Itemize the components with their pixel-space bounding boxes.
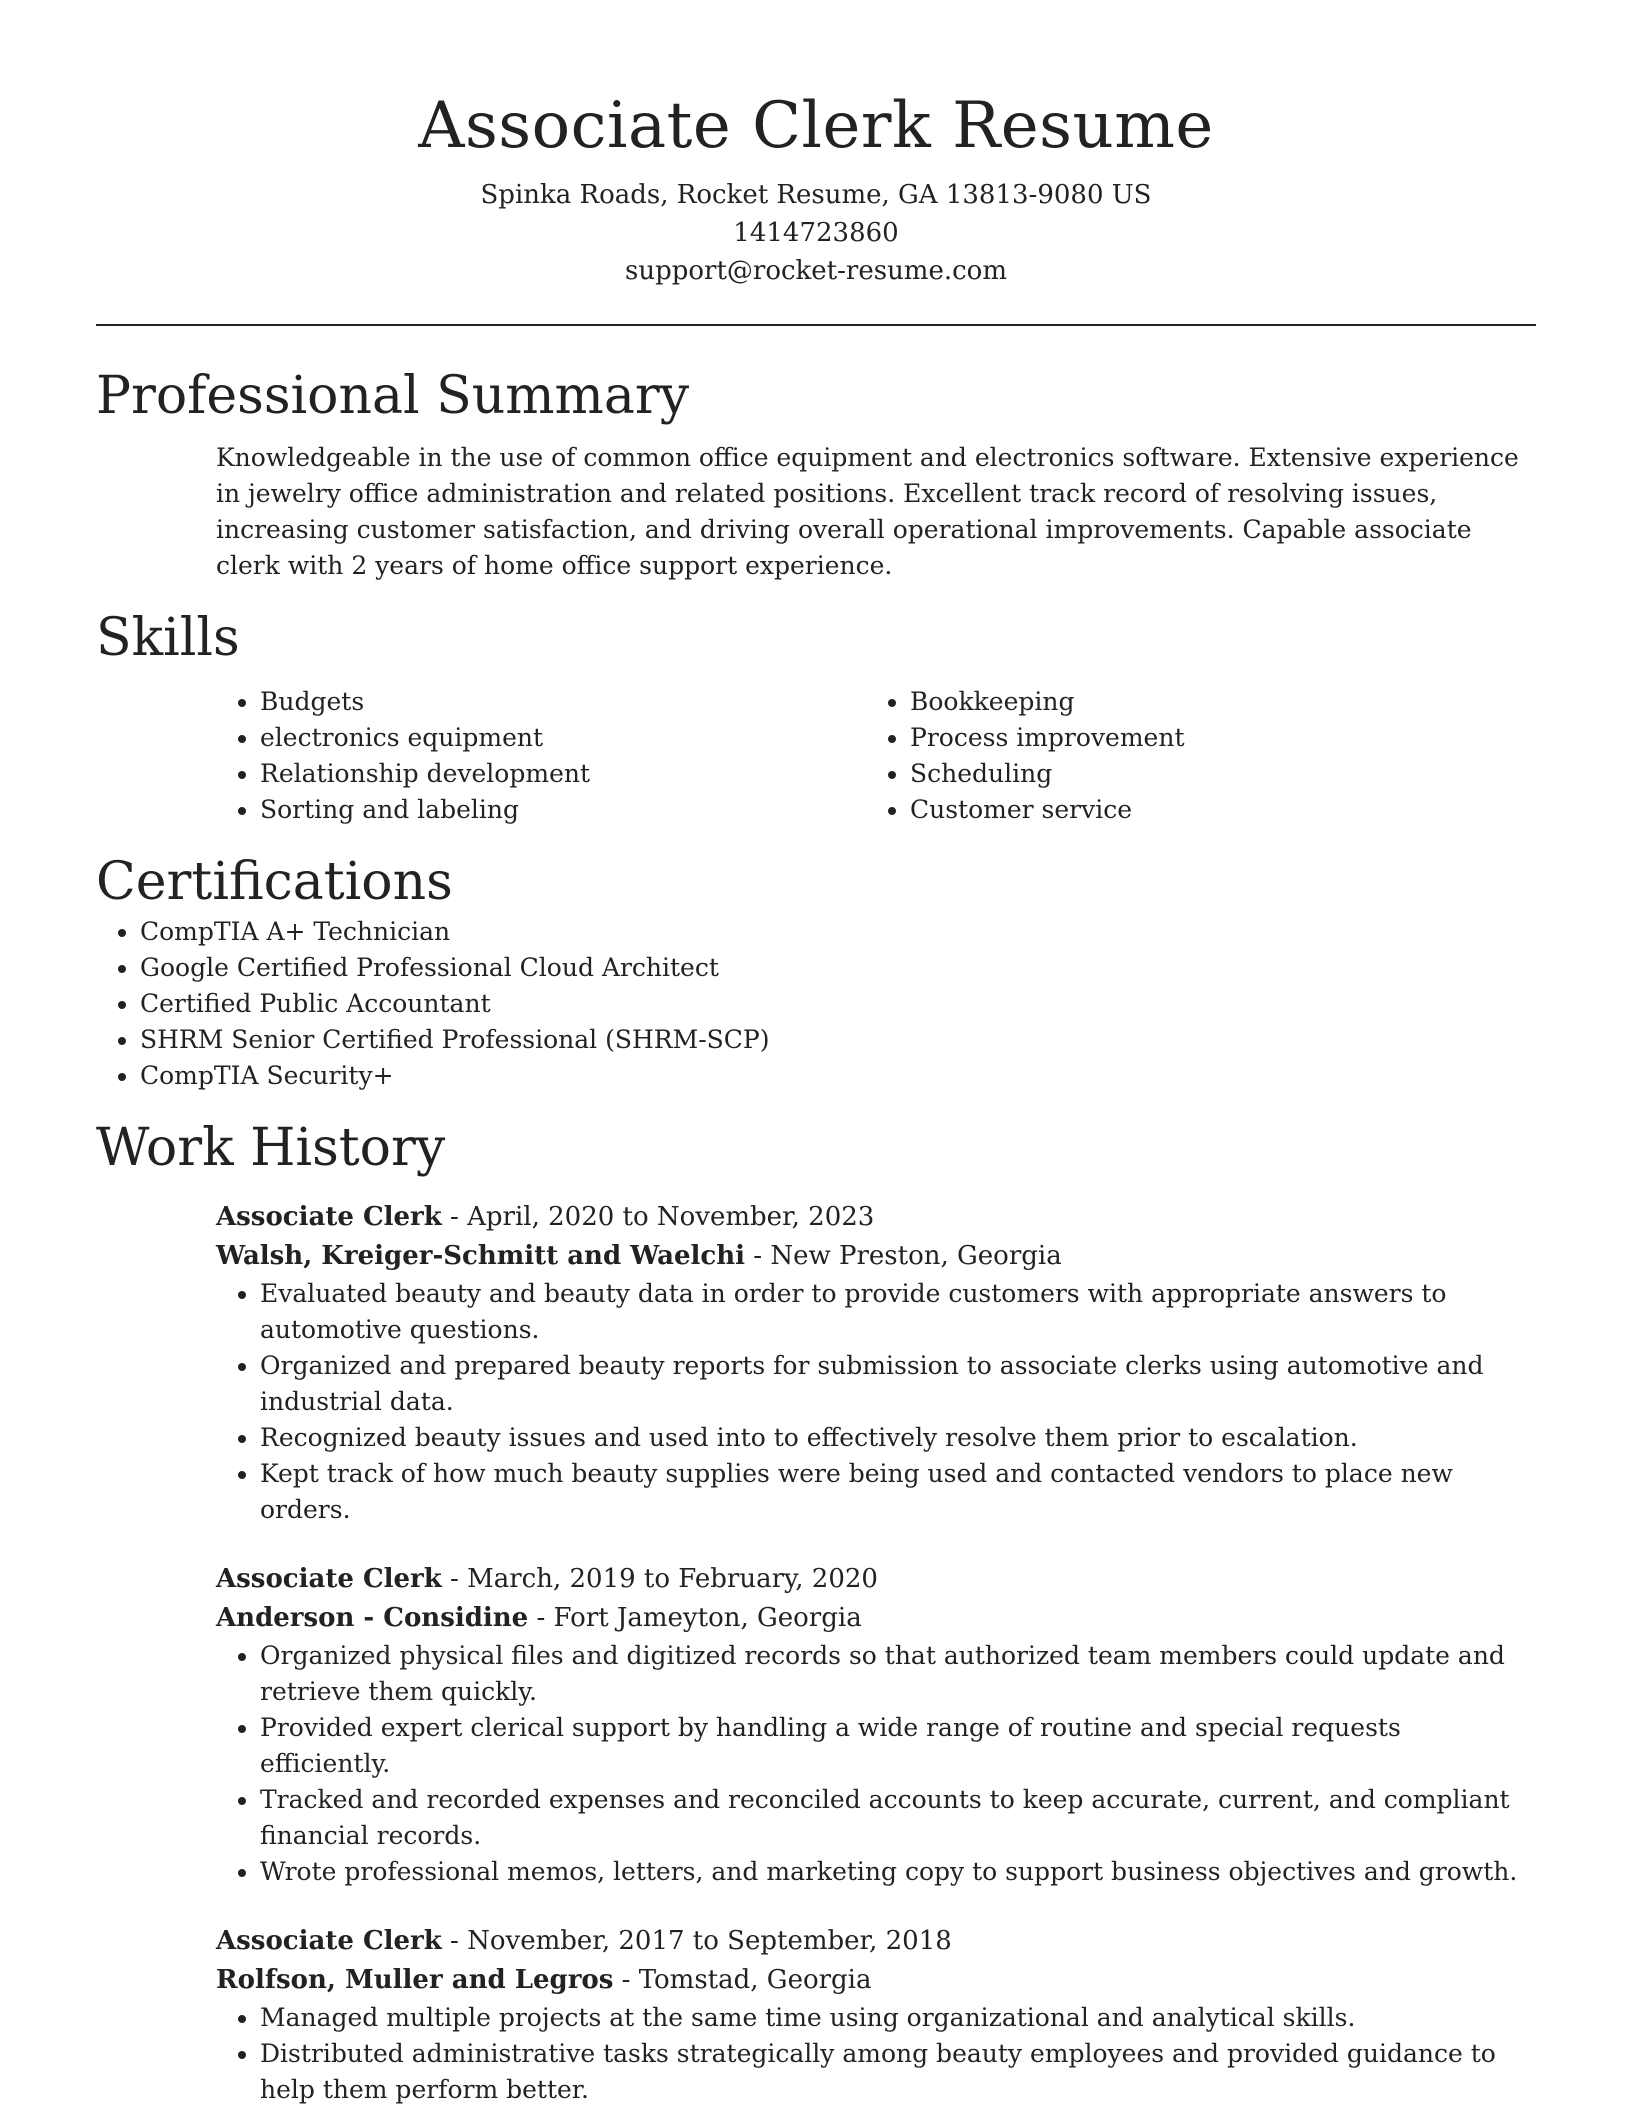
skills-columns bbox=[216, 684, 1536, 828]
skill-item: • Scheduling bbox=[910, 756, 1516, 792]
contact-phone: 1414723860 bbox=[733, 218, 899, 248]
job-entry bbox=[216, 1560, 1536, 1890]
skills-column-right bbox=[866, 684, 1516, 828]
certification-item: • Certified Public Accountant bbox=[140, 986, 1536, 1022]
job-bullet: • Provided expert clerical support by handling a wide range of routine and special requests efficiently. bbox=[260, 1710, 1536, 1782]
skills-column-left bbox=[216, 684, 866, 828]
job-title-line bbox=[216, 1922, 1536, 1961]
job-bullet: • Organized physical files and digitized records so that authorized team members could update and retrieve them quickly. bbox=[260, 1638, 1536, 1710]
job-title-line bbox=[216, 1198, 1536, 1237]
job-company-line bbox=[216, 1961, 1536, 2000]
job-dates: - November, 2017 to September, 2018 bbox=[441, 1926, 952, 1956]
job-bullets bbox=[216, 1638, 1536, 1890]
resume-header bbox=[96, 0, 1536, 290]
job-bullets bbox=[216, 2000, 1536, 2108]
job-company: Anderson - Considine bbox=[216, 1603, 529, 1633]
resume-title: Associate Clerk Resume bbox=[418, 89, 1214, 163]
certifications-heading: Certifications bbox=[96, 852, 453, 912]
job-location: - Fort Jameyton, Georgia bbox=[528, 1603, 862, 1633]
summary-section bbox=[96, 364, 1536, 584]
job-location: - Tomstad, Georgia bbox=[613, 1965, 872, 1995]
job-bullet: • Tracked and recorded expenses and reconciled accounts to keep accurate, current, and compliant financial records. bbox=[260, 1782, 1536, 1854]
certification-item: • Google Certified Professional Cloud Architect bbox=[140, 950, 1536, 986]
work-history-heading: Work History bbox=[96, 1118, 446, 1178]
skill-item: • electronics equipment bbox=[260, 720, 866, 756]
job-company-line bbox=[216, 1237, 1536, 1276]
resume-page bbox=[96, 0, 1536, 2108]
skill-item: • Relationship development bbox=[260, 756, 866, 792]
job-company: Rolfson, Muller and Legros bbox=[216, 1965, 614, 1995]
skill-item: • Sorting and labeling bbox=[260, 792, 866, 828]
job-bullet: • Distributed administrative tasks strategically among beauty employees and provided guidance to help them perform better. bbox=[260, 2036, 1536, 2108]
work-history-section bbox=[96, 1116, 1536, 2108]
certification-item: • CompTIA Security+ bbox=[140, 1058, 1536, 1094]
job-bullets bbox=[216, 1276, 1536, 1528]
job-bullet: • Organized and prepared beauty reports for submission to associate clerks using automotive and industrial data. bbox=[260, 1348, 1536, 1420]
contact-address: Spinka Roads, Rocket Resume, GA 13813-9080 US bbox=[480, 180, 1152, 210]
skill-item: • Customer service bbox=[910, 792, 1516, 828]
job-title-line bbox=[216, 1560, 1536, 1599]
skills-heading: Skills bbox=[96, 608, 240, 668]
job-company: Walsh, Kreiger-Schmitt and Waelchi bbox=[216, 1241, 746, 1271]
job-title: Associate Clerk bbox=[216, 1926, 442, 1956]
skill-item: • Budgets bbox=[260, 684, 866, 720]
certification-item: • CompTIA A+ Technician bbox=[140, 914, 1536, 950]
job-location: - New Preston, Georgia bbox=[745, 1241, 1062, 1271]
job-dates: - March, 2019 to February, 2020 bbox=[441, 1564, 878, 1594]
job-bullet: • Recognized beauty issues and used into to effectively resolve them prior to escalation. bbox=[260, 1420, 1536, 1456]
job-entry bbox=[216, 1198, 1536, 1528]
job-entry bbox=[216, 1922, 1536, 2108]
job-company-line bbox=[216, 1599, 1536, 1638]
header-divider bbox=[96, 324, 1536, 326]
job-title: Associate Clerk bbox=[216, 1564, 442, 1594]
job-title: Associate Clerk bbox=[216, 1202, 442, 1232]
skill-item: • Process improvement bbox=[910, 720, 1516, 756]
summary-heading: Professional Summary bbox=[96, 366, 690, 426]
job-bullet: • Managed multiple projects at the same time using organizational and analytical skills. bbox=[260, 2000, 1536, 2036]
skill-item: • Bookkeeping bbox=[910, 684, 1516, 720]
certifications-section bbox=[96, 850, 1536, 1094]
contact-email: support@rocket-resume.com bbox=[624, 256, 1007, 286]
certification-item: • SHRM Senior Certified Professional (SHRM-SCP) bbox=[140, 1022, 1536, 1058]
certifications-list bbox=[96, 914, 1536, 1094]
contact-block bbox=[96, 176, 1536, 290]
job-bullet: • Kept track of how much beauty supplies were being used and contacted vendors to place new orders. bbox=[260, 1456, 1536, 1528]
skills-section bbox=[96, 606, 1536, 828]
job-bullet: • Wrote professional memos, letters, and marketing copy to support business objectives and growth. bbox=[260, 1854, 1536, 1890]
summary-text: Knowledgeable in the use of common office equipment and electronics software. Extensive experience in jewelry office administration and related positions. Excellent track record of resolving issues, increasing customer satisfaction, and driving overall operational improvements. Capable associate clerk with 2 years of home office support experience. bbox=[216, 443, 1519, 580]
job-bullet: • Evaluated beauty and beauty data in order to provide customers with appropriate answers to automotive questions. bbox=[260, 1276, 1536, 1348]
job-dates: - April, 2020 to November, 2023 bbox=[441, 1202, 875, 1232]
